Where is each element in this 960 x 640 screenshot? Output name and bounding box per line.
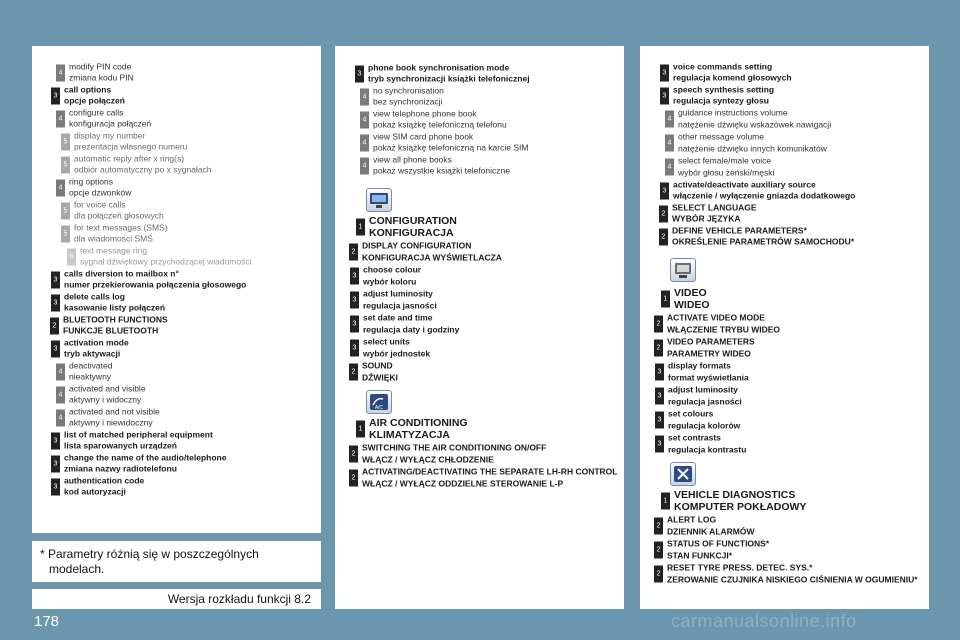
menu-item-english: call options bbox=[64, 84, 112, 94]
level-badge: 3 bbox=[350, 268, 359, 285]
menu-item-text bbox=[668, 385, 925, 408]
menu-item-text bbox=[363, 313, 620, 336]
menu-item-polish: kasowanie listy połączeń bbox=[64, 302, 166, 313]
menu-item-text bbox=[64, 337, 317, 360]
menu-item-english: ACTIVATE VIDEO MODE bbox=[667, 312, 765, 323]
menu-item-text bbox=[668, 409, 925, 432]
column-3-diag-rows bbox=[640, 488, 929, 586]
menu-item-text bbox=[362, 361, 620, 384]
menu-item-polish: sygnał dźwiękowy przychodzącej wiadomości bbox=[80, 256, 252, 267]
menu-item-level-1 bbox=[640, 488, 929, 514]
menu-item-text bbox=[373, 108, 620, 131]
level-badge: 2 bbox=[349, 470, 358, 487]
menu-item-polish: WŁĄCZ / WYŁĄCZ ODDZIELNE STEROWANIE L-P bbox=[362, 478, 564, 488]
menu-item-level-1 bbox=[335, 416, 624, 442]
level-badge: 5 bbox=[61, 225, 70, 242]
menu-item-text bbox=[363, 265, 620, 288]
menu-item-level-3 bbox=[32, 452, 321, 475]
svg-text:A/C: A/C bbox=[374, 405, 384, 411]
menu-item-level-3 bbox=[335, 264, 624, 288]
menu-item-polish: regulacja jasności bbox=[668, 396, 742, 406]
menu-item-polish: kod autoryzacji bbox=[64, 486, 126, 497]
menu-item-text bbox=[373, 154, 620, 177]
menu-item-text bbox=[64, 452, 317, 475]
menu-item-polish: DŹWIĘKI bbox=[362, 372, 398, 382]
menu-item-text bbox=[69, 360, 317, 383]
level-badge: 1 bbox=[661, 493, 670, 510]
menu-item-english: DEFINE VEHICLE PARAMETERS* bbox=[672, 225, 807, 235]
column-3-top-rows bbox=[640, 46, 929, 248]
menu-item-english: calls diversion to mailbox n° bbox=[64, 268, 179, 278]
menu-item-level-4 bbox=[640, 131, 929, 155]
menu-item-level-4 bbox=[32, 107, 321, 130]
menu-item-english: AIR CONDITIONING bbox=[369, 417, 468, 429]
menu-item-polish: wybór głosu żeński/męski bbox=[678, 167, 775, 177]
menu-column-1 bbox=[32, 46, 321, 533]
menu-item-english: other message volume bbox=[678, 131, 764, 142]
menu-item-level-3 bbox=[640, 84, 929, 107]
menu-item-polish: WIDEO bbox=[674, 299, 710, 311]
page-number: 178 bbox=[34, 613, 60, 630]
level-badge: 3 bbox=[350, 316, 359, 333]
menu-item-english: automatic reply after x ring(s) bbox=[74, 153, 185, 163]
menu-item-text bbox=[64, 475, 317, 498]
menu-item-level-4 bbox=[640, 155, 929, 179]
level-badge: 2 bbox=[349, 364, 358, 381]
level-badge: 3 bbox=[51, 432, 60, 449]
air-conditioning-icon bbox=[366, 390, 392, 414]
level-badge: 4 bbox=[56, 110, 65, 127]
menu-item-level-3 bbox=[640, 384, 929, 408]
footnote-line-1: * Parametry różnią się w poszczególnych bbox=[40, 547, 259, 561]
menu-item-english: voice commands setting bbox=[673, 61, 773, 71]
menu-item-text bbox=[668, 433, 925, 456]
column-2-air-rows bbox=[335, 416, 624, 490]
menu-item-polish: DZIENNIK ALARMÓW bbox=[667, 526, 755, 536]
level-badge: 3 bbox=[350, 292, 359, 309]
level-badge: 4 bbox=[56, 179, 65, 196]
menu-item-polish: nieaktywny bbox=[69, 371, 112, 382]
level-badge: 4 bbox=[56, 363, 65, 380]
level-badge: 3 bbox=[355, 65, 364, 82]
level-badge: 3 bbox=[51, 294, 60, 311]
menu-item-polish: ZEROWANIE CZUJNIKA NISKIEGO CIŚNIENIA W OGUMIENIU* bbox=[667, 574, 918, 584]
level-badge: 2 bbox=[50, 317, 59, 334]
menu-item-level-2 bbox=[640, 514, 929, 538]
menu-item-polish: zmiana nazwy radiotelefonu bbox=[64, 463, 177, 474]
menu-item-polish: lista sparowanych urządzeń bbox=[64, 440, 177, 451]
menu-item-text bbox=[667, 337, 925, 360]
level-badge: 3 bbox=[655, 364, 664, 381]
level-badge: 3 bbox=[350, 340, 359, 357]
menu-item-polish: zmiana kodu PIN bbox=[69, 72, 134, 83]
menu-item-english: set contrasts bbox=[668, 432, 721, 443]
level-badge: 3 bbox=[655, 412, 664, 429]
menu-item-level-2 bbox=[640, 336, 929, 360]
menu-item-polish: aktywny i widoczny bbox=[69, 394, 142, 405]
menu-item-text bbox=[362, 443, 620, 466]
footnote-box bbox=[32, 541, 321, 582]
menu-item-polish: opcje dzwonków bbox=[69, 187, 132, 198]
video-icon-graphic bbox=[673, 261, 693, 279]
menu-item-english: set date and time bbox=[363, 312, 433, 323]
menu-item-text bbox=[64, 84, 317, 107]
menu-item-polish: STAN FUNKCJI* bbox=[667, 550, 733, 560]
menu-item-text bbox=[69, 176, 317, 199]
version-box bbox=[32, 589, 321, 609]
level-badge: 1 bbox=[356, 421, 365, 438]
menu-item-text bbox=[74, 130, 317, 153]
menu-item-english: SWITCHING THE AIR CONDITIONING ON/OFF bbox=[362, 442, 547, 453]
level-badge: 5 bbox=[61, 156, 70, 173]
menu-item-level-5 bbox=[32, 130, 321, 153]
level-badge: 3 bbox=[51, 340, 60, 357]
menu-item-level-3 bbox=[32, 291, 321, 314]
menu-item-level-2 bbox=[335, 466, 624, 490]
level-badge: 2 bbox=[659, 205, 668, 222]
menu-item-level-3 bbox=[640, 360, 929, 384]
level-badge: 3 bbox=[51, 271, 60, 288]
menu-item-english: for voice calls bbox=[74, 199, 126, 209]
menu-item-level-2 bbox=[640, 538, 929, 562]
menu-item-english: choose colour bbox=[363, 264, 422, 275]
menu-item-level-4 bbox=[32, 176, 321, 199]
level-badge: 4 bbox=[360, 111, 369, 128]
level-badge: 4 bbox=[360, 134, 369, 151]
menu-item-level-4 bbox=[640, 107, 929, 131]
menu-item-level-4 bbox=[32, 383, 321, 406]
menu-item-level-3 bbox=[335, 288, 624, 312]
level-badge: 2 bbox=[654, 316, 663, 333]
level-badge: 1 bbox=[356, 219, 365, 236]
menu-item-polish: KLIMATYZACJA bbox=[369, 429, 450, 441]
menu-item-text bbox=[667, 563, 925, 586]
level-badge: 4 bbox=[665, 159, 674, 176]
menu-item-polish: KONFIGURACJA bbox=[369, 227, 454, 239]
menu-item-english: ring options bbox=[69, 176, 113, 186]
level-badge: 2 bbox=[654, 340, 663, 357]
menu-item-english: change the name of the audio/telephone bbox=[64, 452, 227, 462]
menu-item-english: guidance instructions volume bbox=[678, 107, 788, 118]
watermark: carmanualsonline.info bbox=[671, 611, 857, 631]
column-1-rows bbox=[32, 46, 321, 498]
level-badge: 2 bbox=[349, 244, 358, 261]
menu-item-polish: konfiguracja połączeń bbox=[69, 118, 152, 129]
level-badge: 2 bbox=[659, 228, 668, 245]
menu-item-english: ALERT LOG bbox=[667, 514, 717, 525]
menu-item-polish: wybór jednostek bbox=[363, 348, 431, 358]
level-badge: 3 bbox=[660, 182, 669, 199]
level-badge: 4 bbox=[56, 409, 65, 426]
menu-item-polish: PARAMETRY WIDEO bbox=[667, 348, 751, 358]
menu-item-text bbox=[362, 467, 620, 490]
level-badge: 3 bbox=[660, 87, 669, 104]
menu-item-english: list of matched peripheral equipment bbox=[64, 429, 213, 439]
menu-item-level-4 bbox=[32, 61, 321, 84]
footnote-line-2: modelach. bbox=[49, 562, 105, 576]
menu-item-text bbox=[678, 108, 925, 131]
menu-item-level-3 bbox=[335, 62, 624, 85]
menu-item-polish: natężenie dźwięku innych komunikatów bbox=[678, 143, 827, 153]
menu-item-text bbox=[69, 61, 317, 84]
menu-item-level-4 bbox=[335, 85, 624, 108]
level-badge: 2 bbox=[349, 446, 358, 463]
menu-item-text bbox=[673, 179, 925, 202]
menu-item-text bbox=[69, 107, 317, 130]
menu-item-polish: pokaż książkę telefoniczną telefonu bbox=[373, 119, 507, 130]
menu-item-text bbox=[63, 314, 317, 337]
menu-item-text bbox=[672, 225, 925, 248]
menu-item-level-4 bbox=[335, 131, 624, 154]
menu-item-level-3 bbox=[32, 84, 321, 107]
menu-item-text bbox=[369, 417, 620, 441]
menu-item-english: text message ring bbox=[80, 245, 148, 255]
level-badge: 3 bbox=[655, 388, 664, 405]
menu-item-text bbox=[373, 85, 620, 108]
menu-item-text bbox=[369, 215, 620, 239]
menu-item-level-2 bbox=[640, 202, 929, 225]
menu-item-text bbox=[368, 62, 620, 85]
menu-item-polish: tryb aktywacji bbox=[64, 348, 121, 359]
menu-item-english: display my number bbox=[74, 130, 146, 140]
level-badge: 4 bbox=[665, 111, 674, 128]
menu-item-english: adjust luminosity bbox=[668, 384, 738, 395]
menu-item-level-3 bbox=[640, 61, 929, 84]
menu-item-level-2 bbox=[640, 312, 929, 336]
menu-item-level-4 bbox=[32, 406, 321, 429]
menu-item-english: view telephone phone book bbox=[373, 108, 477, 118]
video-icon bbox=[670, 258, 696, 282]
column-2-top-rows bbox=[335, 46, 624, 177]
menu-item-level-3 bbox=[640, 408, 929, 432]
menu-item-level-2 bbox=[335, 442, 624, 466]
menu-item-polish: bez synchronizacji bbox=[373, 96, 443, 107]
menu-item-polish: pokaż wszystkie książki telefoniczne bbox=[373, 165, 511, 176]
menu-item-polish: WŁĄCZ / WYŁĄCZ CHŁODZENIE bbox=[362, 454, 494, 464]
menu-item-english: activation mode bbox=[64, 337, 129, 347]
menu-item-text bbox=[667, 515, 925, 538]
menu-item-text bbox=[64, 291, 317, 314]
menu-item-polish: WYBÓR JĘZYKA bbox=[672, 213, 741, 224]
menu-item-text bbox=[674, 287, 925, 311]
menu-item-polish: włączenie / wyłączenie gniazda dodatkowego bbox=[673, 190, 856, 201]
menu-item-english: select female/male voice bbox=[678, 155, 772, 166]
menu-item-text bbox=[674, 489, 925, 513]
menu-item-english: delete calls log bbox=[64, 291, 125, 301]
menu-item-polish: natężenie dźwięku wskazówek nawigacji bbox=[678, 119, 832, 129]
menu-item-text bbox=[363, 337, 620, 360]
menu-item-english: display formats bbox=[668, 360, 731, 371]
menu-item-level-3 bbox=[32, 475, 321, 498]
menu-item-english: modify PIN code bbox=[69, 61, 132, 71]
menu-item-polish: aktywny i niewidoczny bbox=[69, 417, 153, 428]
menu-item-english: set colours bbox=[668, 408, 714, 419]
menu-item-text bbox=[673, 61, 925, 84]
menu-item-level-5 bbox=[32, 199, 321, 222]
level-badge: 4 bbox=[360, 157, 369, 174]
menu-item-text bbox=[672, 202, 925, 225]
level-badge: 3 bbox=[655, 436, 664, 453]
menu-item-english: ACTIVATING/DEACTIVATING THE SEPARATE LH-RH CONTROL bbox=[362, 466, 618, 477]
menu-item-level-3 bbox=[335, 312, 624, 336]
menu-item-text bbox=[673, 84, 925, 107]
menu-item-polish: regulacja daty i godziny bbox=[363, 324, 460, 334]
menu-item-english: adjust luminosity bbox=[363, 288, 433, 299]
menu-item-polish: tryb synchronizacji książki telefonicznej bbox=[368, 73, 530, 84]
diagnostics-icon bbox=[670, 462, 696, 486]
menu-item-text bbox=[678, 132, 925, 155]
menu-item-polish: wybór koloru bbox=[363, 276, 417, 286]
menu-item-level-2 bbox=[335, 240, 624, 264]
menu-item-level-3 bbox=[32, 337, 321, 360]
menu-item-english: DISPLAY CONFIGURATION bbox=[362, 240, 472, 251]
level-badge: 2 bbox=[654, 542, 663, 559]
menu-item-polish: WŁĄCZENIE TRYBU WIDEO bbox=[667, 324, 781, 334]
menu-item-level-2 bbox=[335, 360, 624, 384]
menu-item-english: configure calls bbox=[69, 107, 124, 117]
menu-item-polish: FUNKCJE BLUETOOTH bbox=[63, 325, 159, 336]
menu-item-level-3 bbox=[640, 179, 929, 202]
menu-item-polish: dla wiadomości SMS bbox=[74, 233, 153, 244]
menu-item-text bbox=[80, 245, 317, 268]
menu-item-polish: odbiór automatyczny po x sygnałach bbox=[74, 164, 212, 175]
column-3-video-rows bbox=[640, 286, 929, 456]
menu-item-polish: pokaż książkę telefoniczną na karcie SIM bbox=[373, 142, 529, 153]
menu-item-english: SOUND bbox=[362, 360, 393, 371]
menu-item-level-3 bbox=[32, 429, 321, 452]
menu-item-text bbox=[74, 222, 317, 245]
menu-item-text bbox=[363, 289, 620, 312]
menu-item-text bbox=[74, 153, 317, 176]
menu-item-polish: regulacja syntezy głosu bbox=[673, 95, 769, 106]
menu-item-english: activated and not visible bbox=[69, 406, 160, 416]
menu-item-level-5 bbox=[32, 222, 321, 245]
footnote-text bbox=[40, 547, 259, 577]
menu-item-english: VEHICLE DIAGNOSTICS bbox=[674, 489, 796, 501]
menu-item-text bbox=[373, 131, 620, 154]
level-badge: 4 bbox=[56, 64, 65, 81]
level-badge: 5 bbox=[61, 133, 70, 150]
menu-item-english: phone book synchronisation mode bbox=[368, 62, 510, 72]
level-badge: 5 bbox=[61, 202, 70, 219]
menu-item-english: view all phone books bbox=[373, 154, 452, 164]
level-badge: 4 bbox=[360, 88, 369, 105]
menu-item-text bbox=[74, 199, 317, 222]
level-badge: 3 bbox=[51, 87, 60, 104]
menu-item-english: BLUETOOTH FUNCTIONS bbox=[63, 314, 168, 324]
menu-item-english: speech synthesis setting bbox=[673, 84, 775, 94]
menu-item-level-5 bbox=[32, 153, 321, 176]
level-badge: 4 bbox=[56, 386, 65, 403]
level-badge: 1 bbox=[661, 291, 670, 308]
menu-item-level-4 bbox=[335, 154, 624, 177]
menu-item-english: STATUS OF FUNCTIONS* bbox=[667, 538, 770, 549]
level-badge: 2 bbox=[654, 566, 663, 583]
air-conditioning-icon-graphic bbox=[369, 393, 389, 411]
menu-item-level-1 bbox=[640, 286, 929, 312]
menu-item-english: for text messages (SMS) bbox=[74, 222, 168, 232]
menu-item-text bbox=[362, 241, 620, 264]
menu-item-level-6 bbox=[32, 245, 321, 268]
menu-item-polish: OKREŚLENIE PARAMETRÓW SAMOCHODU* bbox=[672, 236, 855, 247]
column-2-config-rows bbox=[335, 214, 624, 384]
menu-item-level-3 bbox=[335, 336, 624, 360]
menu-item-english: select units bbox=[363, 336, 410, 347]
menu-item-level-3 bbox=[640, 432, 929, 456]
menu-item-polish: KONFIGURACJA WYŚWIETLACZA bbox=[362, 252, 502, 262]
menu-item-english: activated and visible bbox=[69, 383, 146, 393]
menu-item-polish: numer przekierowania połączenia głosowego bbox=[64, 279, 247, 290]
menu-item-text bbox=[64, 429, 317, 452]
menu-item-polish: regulacja komend głosowych bbox=[673, 72, 792, 83]
menu-item-text bbox=[668, 361, 925, 384]
level-badge: 3 bbox=[51, 455, 60, 472]
level-badge: 6 bbox=[67, 248, 76, 265]
menu-item-english: CONFIGURATION bbox=[369, 215, 457, 227]
menu-column-2 bbox=[335, 46, 624, 609]
menu-item-text bbox=[678, 156, 925, 179]
menu-item-level-4 bbox=[335, 108, 624, 131]
menu-column-3 bbox=[640, 46, 929, 609]
menu-item-polish: regulacja jasności bbox=[363, 300, 437, 310]
menu-item-english: no synchronisation bbox=[373, 85, 444, 95]
menu-item-english: authentication code bbox=[64, 475, 145, 485]
level-badge: 3 bbox=[660, 64, 669, 81]
menu-item-polish: prezentacja własnego numeru bbox=[74, 141, 188, 152]
config-icon bbox=[366, 188, 392, 212]
menu-item-text bbox=[64, 268, 317, 291]
menu-item-polish: format wyświetlania bbox=[668, 372, 749, 382]
level-badge: 2 bbox=[654, 518, 663, 535]
menu-item-english: view SIM card phone book bbox=[373, 131, 474, 141]
menu-item-level-3 bbox=[32, 268, 321, 291]
menu-item-level-2 bbox=[640, 562, 929, 586]
menu-item-english: VIDEO PARAMETERS bbox=[667, 336, 755, 347]
level-badge: 4 bbox=[665, 135, 674, 152]
menu-item-english: RESET TYRE PRESS. DETEC. SYS.* bbox=[667, 562, 813, 573]
menu-item-level-2 bbox=[32, 314, 321, 337]
menu-item-text bbox=[667, 539, 925, 562]
menu-item-english: VIDEO bbox=[674, 287, 707, 299]
level-badge: 3 bbox=[51, 478, 60, 495]
config-icon-graphic bbox=[369, 191, 389, 209]
menu-item-polish: regulacja kontrastu bbox=[668, 444, 747, 454]
version-label: Wersja rozkładu funkcji 8.2 bbox=[167, 592, 311, 606]
menu-item-english: deactivated bbox=[69, 360, 113, 370]
menu-item-english: SELECT LANGUAGE bbox=[672, 202, 757, 212]
menu-item-level-2 bbox=[640, 225, 929, 248]
menu-item-polish: KOMPUTER POKŁADOWY bbox=[674, 501, 807, 513]
menu-item-text bbox=[69, 383, 317, 406]
menu-item-text bbox=[69, 406, 317, 429]
diagnostics-icon-graphic bbox=[673, 465, 693, 483]
menu-item-text bbox=[667, 313, 925, 336]
menu-item-level-4 bbox=[32, 360, 321, 383]
menu-item-polish: regulacja kolorów bbox=[668, 420, 741, 430]
menu-item-polish: opcje połączeń bbox=[64, 95, 125, 106]
menu-item-level-1 bbox=[335, 214, 624, 240]
menu-item-english: activate/deactivate auxiliary source bbox=[673, 179, 816, 189]
menu-item-polish: dla połączeń głosowych bbox=[74, 210, 164, 221]
